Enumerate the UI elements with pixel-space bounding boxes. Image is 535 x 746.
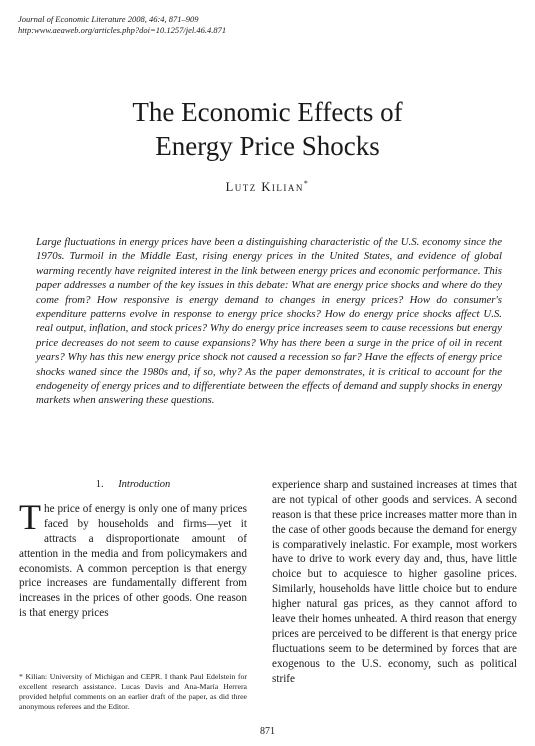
section-number: 1. [95, 479, 104, 490]
abstract: Large fluctuations in energy prices have been a distinguishing characteristic of the U.S. economy since the 1970s. Turmoil in the Middle East, rising energy prices in the United States, and evidence of global warming recently have reignited interest in the link between energy prices and economic performance. This paper addresses a number of the key issues in this debate: What are energy price shocks and where do they come from? How responsive is energy demand to changes in energy prices? How do consumer's expenditure patterns evolve in response to energy price shocks? How do energy price shocks affect U.S. real output, inflation, and stock prices? Why do energy price increases seem to cause recessions but energy price decreases do not seem to cause expansions? Why has there been a surge in the price of oil in recent years? Why has this new energy price shock not caused a recession so far? Have the effects of energy price shocks waned since the 1980s and, if so, why? As the paper demonstrates, it is critical to account for the endogeneity of energy prices and to differentiate between the effects of demand and supply shocks in energy markets when answering these questions. [36, 236, 502, 407]
drop-cap: T [19, 497, 41, 537]
article-url: http:www.aeaweb.org/articles.php?doi=10.1257/jel.46.4.871 [18, 25, 227, 36]
section-heading [19, 479, 247, 490]
author-footnote-marker: * [303, 179, 310, 188]
intro-paragraph-right: experience sharp and sustained increases at times that are not typical of other goods and services. A second reason is that these price increases matter more than in the case of other goods because the demand for energy is comparatively inelastic. For example, most workers have to drive to work every day and, thus, have little choice but to acquiesce to higher gasoline prices. Similarly, households have little choice but to endure higher natural gas prices, as they cannot afford to leave their homes unheated. A third reason that energy prices are perceived to be different is that energy price fluctuations seem to be determined by forces that are exogenous to the U.S. economy, such as political strife [272, 479, 517, 685]
author-line [0, 179, 535, 195]
left-column [19, 479, 247, 621]
intro-text-left: he price of energy is only one of many prices faced by households and firms—yet it attracts a disproportionate amount of attention in the media and from policymakers and economists. A common perception is that energy price increases are fundamentally different from increases in the prices of other goods. One reason is that energy prices [19, 503, 247, 620]
author-footnote: * Kilian: University of Michigan and CEPR. I thank Paul Edelstein for excellent research assistance. Lucas Davis and Ana-María Herrera provided helpful comments on an earlier draft of the paper, as did three anonymous referees and the Editor. [19, 672, 247, 711]
page-number: 871 [260, 726, 275, 737]
title-line-1: The Economic Effects of [132, 97, 403, 127]
journal-header [18, 14, 226, 37]
journal-citation: Journal of Economic Literature 2008, 46:4, 871–909 [18, 14, 199, 24]
paper-title [0, 96, 535, 164]
section-title: Introduction [118, 479, 171, 490]
intro-paragraph-left [19, 497, 247, 621]
author-name: Lutz Kilian [225, 180, 304, 195]
title-line-2: Energy Price Shocks [155, 130, 380, 161]
